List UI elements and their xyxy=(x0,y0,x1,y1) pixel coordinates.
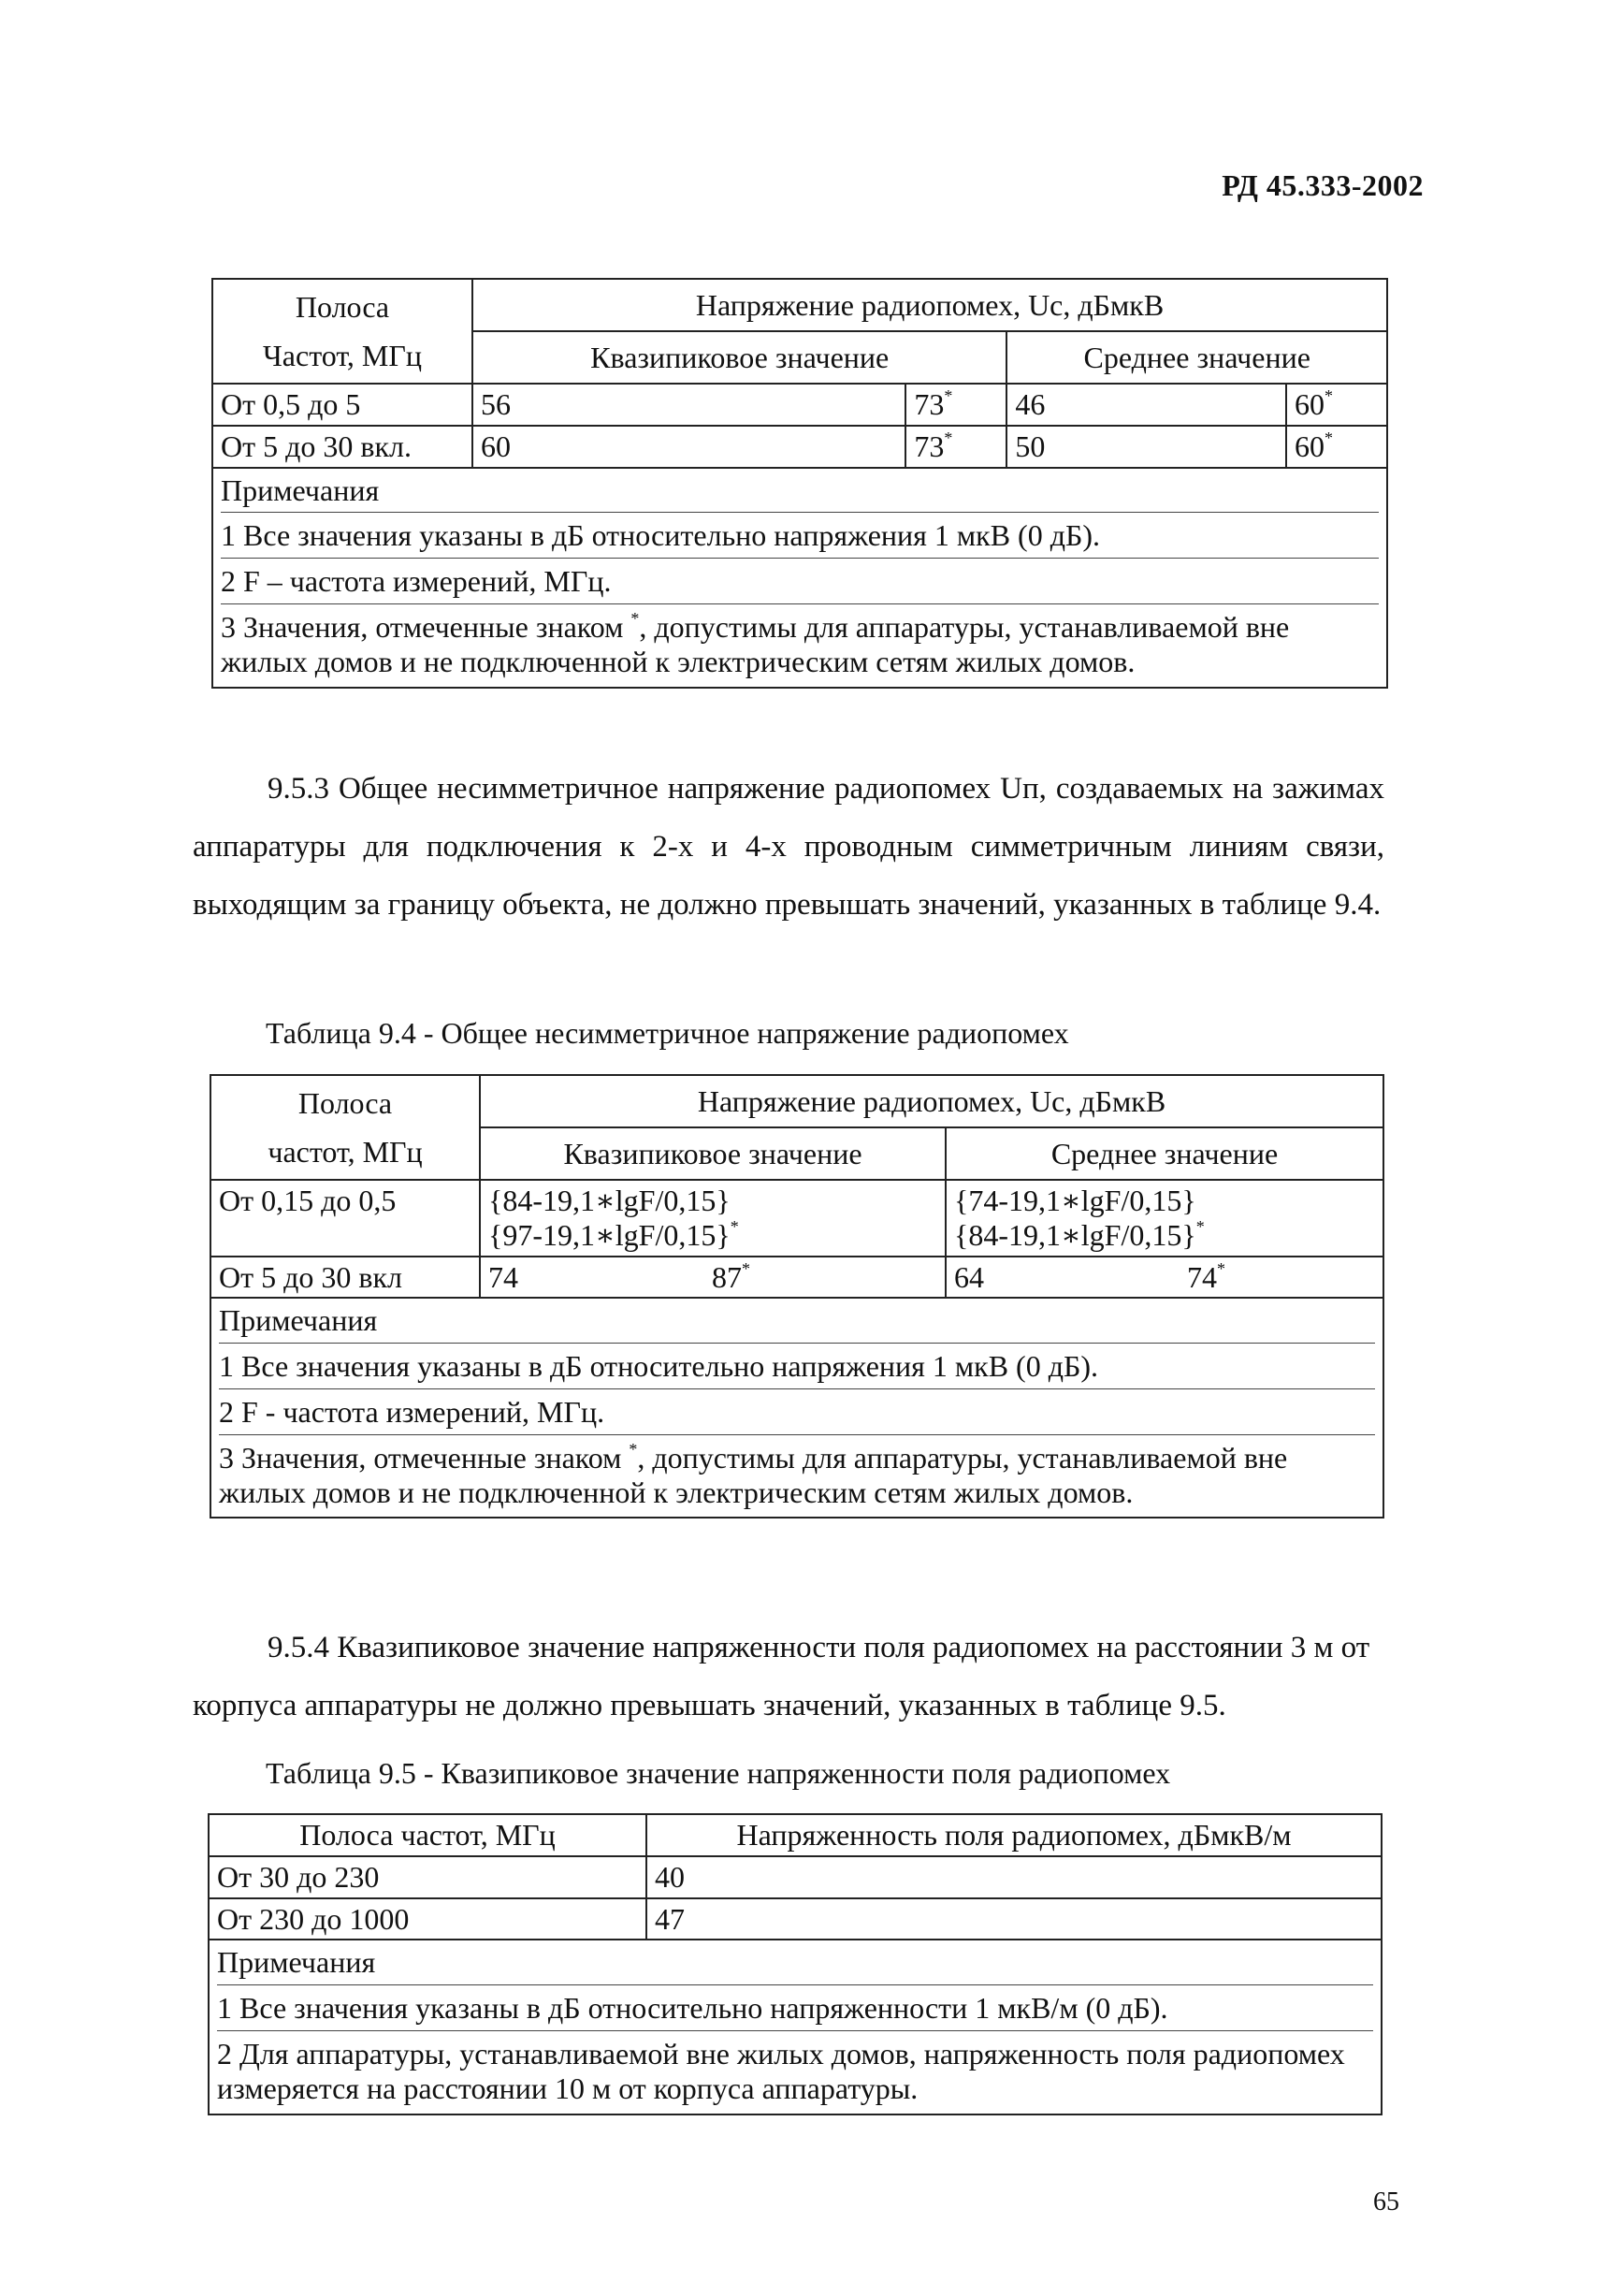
page-number: 65 xyxy=(1373,2187,1399,2216)
value-cell: 47 xyxy=(646,1898,1382,1940)
note-3 xyxy=(219,1435,1375,1515)
note-3 xyxy=(221,604,1379,684)
quasi-peak-header: Квазипиковое значение xyxy=(472,331,1006,384)
avg-alt-value: 60 xyxy=(1295,429,1325,463)
avg-value: 64 xyxy=(954,1259,984,1294)
avg-value: 46 xyxy=(1006,384,1286,426)
band-header-cell xyxy=(212,279,472,384)
table-9-4-caption: Таблица 9.4 - Общее несимметричное напряжение радиопомех xyxy=(266,1016,1069,1050)
band-header-line1: Полоса xyxy=(295,290,390,324)
quasi-formula-alt-line xyxy=(488,1218,937,1253)
notes-cell xyxy=(210,1298,1383,1518)
average-header: Среднее значение xyxy=(1006,331,1387,384)
table-9-5-caption: Таблица 9.5 - Квазипиковое значение напряженности поля радиопомех xyxy=(266,1756,1171,1790)
field-strength-table-9-5 xyxy=(208,1813,1383,2115)
notes-cell xyxy=(212,468,1387,688)
table-row xyxy=(210,1257,1383,1299)
star-mark: * xyxy=(630,609,640,629)
quasi-formula-cell xyxy=(480,1180,946,1257)
note-2: 2 Для аппаратуры, устанавливаемой вне жилых домов, напряженность поля радиопомех измеряется на расстоянии 10 м от корпуса аппаратуры. xyxy=(217,2036,1345,2105)
quasi-value-cell xyxy=(480,1257,946,1299)
quasi-alt-value: 73 xyxy=(914,387,945,421)
avg-alt-value-wrap xyxy=(1187,1260,1225,1295)
table-row xyxy=(209,1898,1382,1940)
notes-title: Примечания xyxy=(217,1943,1373,1985)
voltage-header: Напряжение радиопомех, Uc, дБмкВ xyxy=(480,1075,1383,1127)
quasi-value: 74 xyxy=(488,1259,518,1294)
avg-alt-value: 74 xyxy=(1187,1259,1217,1294)
avg-value: 50 xyxy=(1006,426,1286,468)
star-mark: * xyxy=(730,1217,739,1237)
band-header-line1: Полоса xyxy=(297,1086,393,1120)
quasi-value: 60 xyxy=(472,426,905,468)
star-mark: * xyxy=(1195,1217,1205,1237)
band-header-cell xyxy=(210,1075,480,1180)
star-mark: * xyxy=(1325,386,1333,406)
avg-formula-alt-line xyxy=(954,1218,1375,1253)
quasi-formula: {84-19,1∗lgF/0,15} xyxy=(488,1184,731,1217)
avg-alt-value-cell xyxy=(1286,384,1387,426)
notes-title: Примечания xyxy=(219,1301,1375,1344)
avg-formula-alt: {84-19,1∗lgF/0,15} xyxy=(954,1217,1196,1252)
note-2: 2 F – частота измерений, МГц. xyxy=(221,559,1379,604)
paragraph-9-5-4 xyxy=(193,1619,1384,1735)
note-1: 1 Все значения указаны в дБ относительно напряжения 1 мкВ (0 дБ). xyxy=(219,1344,1375,1389)
avg-alt-value-cell xyxy=(1286,426,1387,468)
quasi-formula-alt: {97-19,1∗lgF/0,15} xyxy=(488,1217,731,1252)
band-cell: От 230 до 1000 xyxy=(209,1898,646,1940)
avg-alt-value: 60 xyxy=(1295,387,1325,421)
note-2: 2 F - частота измерений, МГц. xyxy=(219,1389,1375,1435)
quasi-alt-value: 87 xyxy=(712,1259,742,1294)
quasi-alt-value-cell xyxy=(905,384,1006,426)
band-cell: От 0,15 до 0,5 xyxy=(210,1180,480,1257)
voltage-header: Напряжение радиопомех, Uc, дБмкВ xyxy=(472,279,1387,331)
band-cell: От 30 до 230 xyxy=(209,1856,646,1898)
field-header: Напряженность поля радиопомех, дБмкВ/м xyxy=(646,1814,1382,1856)
band-cell: От 5 до 30 вкл. xyxy=(212,426,472,468)
value-cell: 40 xyxy=(646,1856,1382,1898)
note-1: 1 Все значения указаны в дБ относительно напряжения 1 мкВ (0 дБ). xyxy=(221,513,1379,559)
star-mark: * xyxy=(944,386,953,406)
voltage-table-9-4 xyxy=(210,1074,1384,1519)
table-row xyxy=(210,1180,1383,1257)
star-mark: * xyxy=(1217,1258,1225,1278)
band-cell: От 0,5 до 5 xyxy=(212,384,472,426)
average-header: Среднее значение xyxy=(946,1127,1383,1180)
document-code: РД 45.333-2002 xyxy=(1222,168,1424,202)
quasi-value: 56 xyxy=(472,384,905,426)
notes-cell xyxy=(209,1940,1382,2114)
star-mark: * xyxy=(944,429,953,448)
band-header: Полоса частот, МГц xyxy=(209,1814,646,1856)
note-3-text-a: 3 Значения, отмеченные знаком xyxy=(219,1440,630,1475)
avg-formula: {74-19,1∗lgF/0,15} xyxy=(954,1184,1196,1217)
note-1: 1 Все значения указаны в дБ относительно напряженности 1 мкВ/м (0 дБ). xyxy=(217,1985,1373,2031)
quasi-peak-header: Квазипиковое значение xyxy=(480,1127,946,1180)
notes-title: Примечания xyxy=(221,472,1379,514)
voltage-table-1 xyxy=(211,278,1388,689)
quasi-alt-value: 73 xyxy=(914,429,945,463)
band-header-line2: Частот, МГц xyxy=(263,339,422,372)
quasi-alt-value-wrap xyxy=(712,1260,750,1295)
note-3-text-a: 3 Значения, отмеченные знаком xyxy=(221,609,631,644)
band-cell: От 5 до 30 вкл xyxy=(210,1257,480,1299)
paragraph-text: 9.5.3 Общее несимметричное напряжение радиопомех Uп, создаваемых на зажимах аппаратуры для подключения к 2-х и 4-х проводным симметричным линиям связи, выходящим за границу объекта, не должно превышать значений, указанных в таблице 9.4. xyxy=(193,772,1384,922)
paragraph-text: 9.5.4 Квазипиковое значение напряженности поля радиопомех на расстоянии 3 м от корпуса аппаратуры не должно превышать значений, указанных в таблице 9.5. xyxy=(193,1631,1370,1722)
avg-formula-cell xyxy=(946,1180,1383,1257)
paragraph-9-5-3 xyxy=(193,760,1384,934)
star-mark: * xyxy=(742,1258,750,1278)
star-mark: * xyxy=(1325,429,1333,448)
note-3-text-b: , допустимы для аппаратуры, устанавливаемой вне жилых домов и не подключенной к электрическим сетям жилых домов. xyxy=(221,609,1290,678)
table-row xyxy=(212,426,1387,468)
star-mark: * xyxy=(629,1440,638,1460)
note-3-text-b: , допустимы для аппаратуры, устанавливаемой вне жилых домов и не подключенной к электрическим сетям жилых домов. xyxy=(219,1440,1288,1509)
band-header-line2: частот, МГц xyxy=(268,1135,423,1169)
avg-value-cell xyxy=(946,1257,1383,1299)
table-row xyxy=(212,384,1387,426)
table-row xyxy=(209,1856,1382,1898)
quasi-alt-value-cell xyxy=(905,426,1006,468)
